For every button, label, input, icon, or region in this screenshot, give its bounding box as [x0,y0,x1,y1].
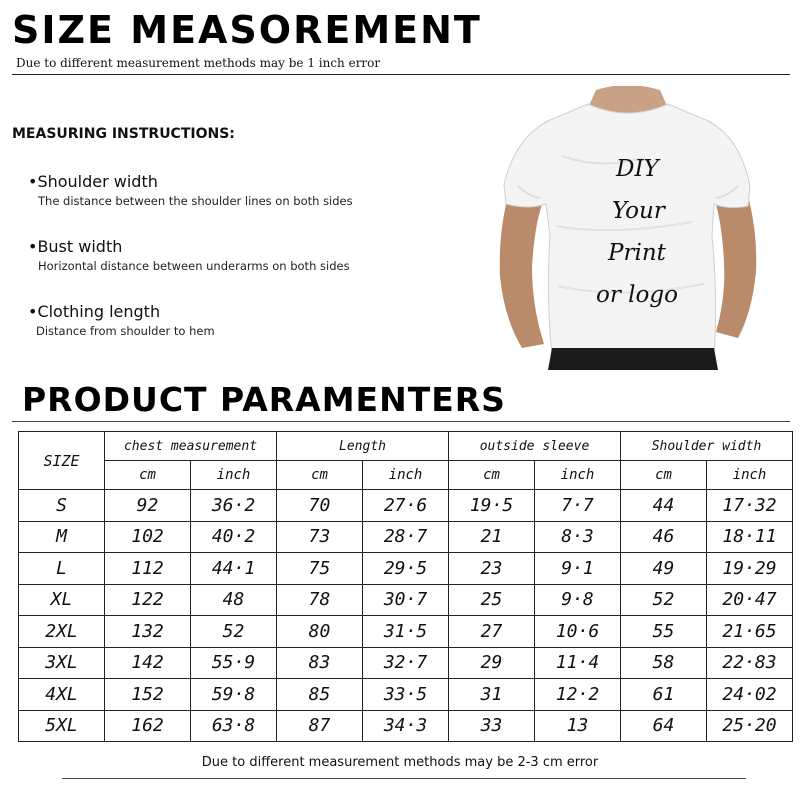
table-cell: 48 [191,584,277,616]
footer-divider [62,778,746,779]
table-row [19,616,793,648]
size-label-cell: 2XL [19,616,105,648]
table-cell: 102 [105,521,191,553]
table-cell: 61 [621,679,707,711]
size-label-cell: XL [19,584,105,616]
table-cell: 33·5 [363,679,449,711]
table-cell: 80 [277,616,363,648]
table-cell: 59·8 [191,679,277,711]
table-cell: 31 [449,679,535,711]
table-cell: 58 [621,647,707,679]
table-cell: 75 [277,553,363,585]
size-label-cell: S [19,490,105,522]
table-cell: 55·9 [191,647,277,679]
size-label-cell: 4XL [19,679,105,711]
size-table [18,431,793,742]
instruction-desc-shoulder: The distance between the shoulder lines on both sides [38,194,353,208]
table-group-header-row [19,432,793,461]
table-cell: 34·3 [363,710,449,742]
table-cell: 44·1 [191,553,277,585]
table-row [19,584,793,616]
table-cell: 10·6 [535,616,621,648]
instruction-label-length: •Clothing length [28,302,161,321]
table-cell: 64 [621,710,707,742]
table-cell: 83 [277,647,363,679]
table-cell: 55 [621,616,707,648]
table-cell: 28·7 [363,521,449,553]
table-row [19,710,793,742]
table-cell: 46 [621,521,707,553]
unit-cell: inch [363,461,449,490]
table-cell: 24·02 [707,679,793,711]
product-parameters-heading: PRODUCT PARAMENTERS [22,380,506,419]
table-cell: 18·11 [707,521,793,553]
table-header-shoulder: Shoulder width [621,432,793,461]
unit-cell: cm [277,461,363,490]
table-cell: 70 [277,490,363,522]
table-header-length: Length [277,432,449,461]
table-cell: 78 [277,584,363,616]
unit-cell: inch [191,461,277,490]
size-label-cell: 5XL [19,710,105,742]
table-cell: 63·8 [191,710,277,742]
table-header-size: SIZE [19,432,105,490]
page-title: SIZE MEASOREMENT [12,8,482,52]
table-cell: 20·47 [707,584,793,616]
table-cell: 27 [449,616,535,648]
table-cell: 87 [277,710,363,742]
table-cell: 25 [449,584,535,616]
size-label-cell: L [19,553,105,585]
table-cell: 7·7 [535,490,621,522]
table-cell: 52 [191,616,277,648]
table-cell: 12·2 [535,679,621,711]
size-label-cell: M [19,521,105,553]
table-cell: 40·2 [191,521,277,553]
table-cell: 29 [449,647,535,679]
footer-note: Due to different measurement methods may be 2-3 cm error [201,755,599,770]
unit-cell: cm [449,461,535,490]
table-cell: 162 [105,710,191,742]
unit-cell: inch [707,461,793,490]
table-cell: 17·32 [707,490,793,522]
table-cell: 8·3 [535,521,621,553]
shirt-print-text [492,86,762,370]
table-cell: 9·1 [535,553,621,585]
table-cell: 152 [105,679,191,711]
table-cell: 32·7 [363,647,449,679]
table-cell: 49 [621,553,707,585]
table-cell: 21·65 [707,616,793,648]
table-cell: 22·83 [707,647,793,679]
table-cell: 25·20 [707,710,793,742]
page-subtitle: Due to different measurement methods may be 1 inch error [16,56,381,70]
table-cell: 33 [449,710,535,742]
unit-cell: inch [535,461,621,490]
table-row [19,521,793,553]
table-cell: 44 [621,490,707,522]
table-cell: 19·5 [449,490,535,522]
tshirt-model-image [492,86,762,370]
table-cell: 19·29 [707,553,793,585]
shirt-text-line-4: or logo [596,282,678,308]
table-cell: 11·4 [535,647,621,679]
table-cell: 122 [105,584,191,616]
table-cell: 52 [621,584,707,616]
instructions-heading: MEASURING INSTRUCTIONS: [12,126,235,142]
unit-cell: cm [621,461,707,490]
table-cell: 21 [449,521,535,553]
table-body [19,490,793,742]
table-cell: 31·5 [363,616,449,648]
table-cell: 132 [105,616,191,648]
table-row [19,553,793,585]
header-divider [12,74,790,75]
instruction-desc-length: Distance from shoulder to hem [36,324,215,338]
table-cell: 142 [105,647,191,679]
product-divider [12,421,790,422]
table-cell: 36·2 [191,490,277,522]
table-row [19,679,793,711]
table-header-sleeve: outside sleeve [449,432,621,461]
shirt-text-line-3: Print [608,240,666,266]
instruction-label-bust: •Bust width [28,237,123,256]
table-cell: 73 [277,521,363,553]
table-unit-row [19,461,793,490]
table-cell: 92 [105,490,191,522]
shirt-text-line-2: Your [612,198,665,224]
table-cell: 23 [449,553,535,585]
table-cell: 13 [535,710,621,742]
shirt-text-line-1: DIY [616,156,659,182]
instruction-label-shoulder: •Shoulder width [28,172,158,191]
table-cell: 27·6 [363,490,449,522]
table-cell: 30·7 [363,584,449,616]
table-cell: 112 [105,553,191,585]
size-label-cell: 3XL [19,647,105,679]
table-cell: 85 [277,679,363,711]
table-cell: 29·5 [363,553,449,585]
instruction-desc-bust: Horizontal distance between underarms on both sides [38,259,350,273]
table-row [19,490,793,522]
table-row [19,647,793,679]
table-cell: 9·8 [535,584,621,616]
table-header-chest: chest measurement [105,432,277,461]
unit-cell: cm [105,461,191,490]
